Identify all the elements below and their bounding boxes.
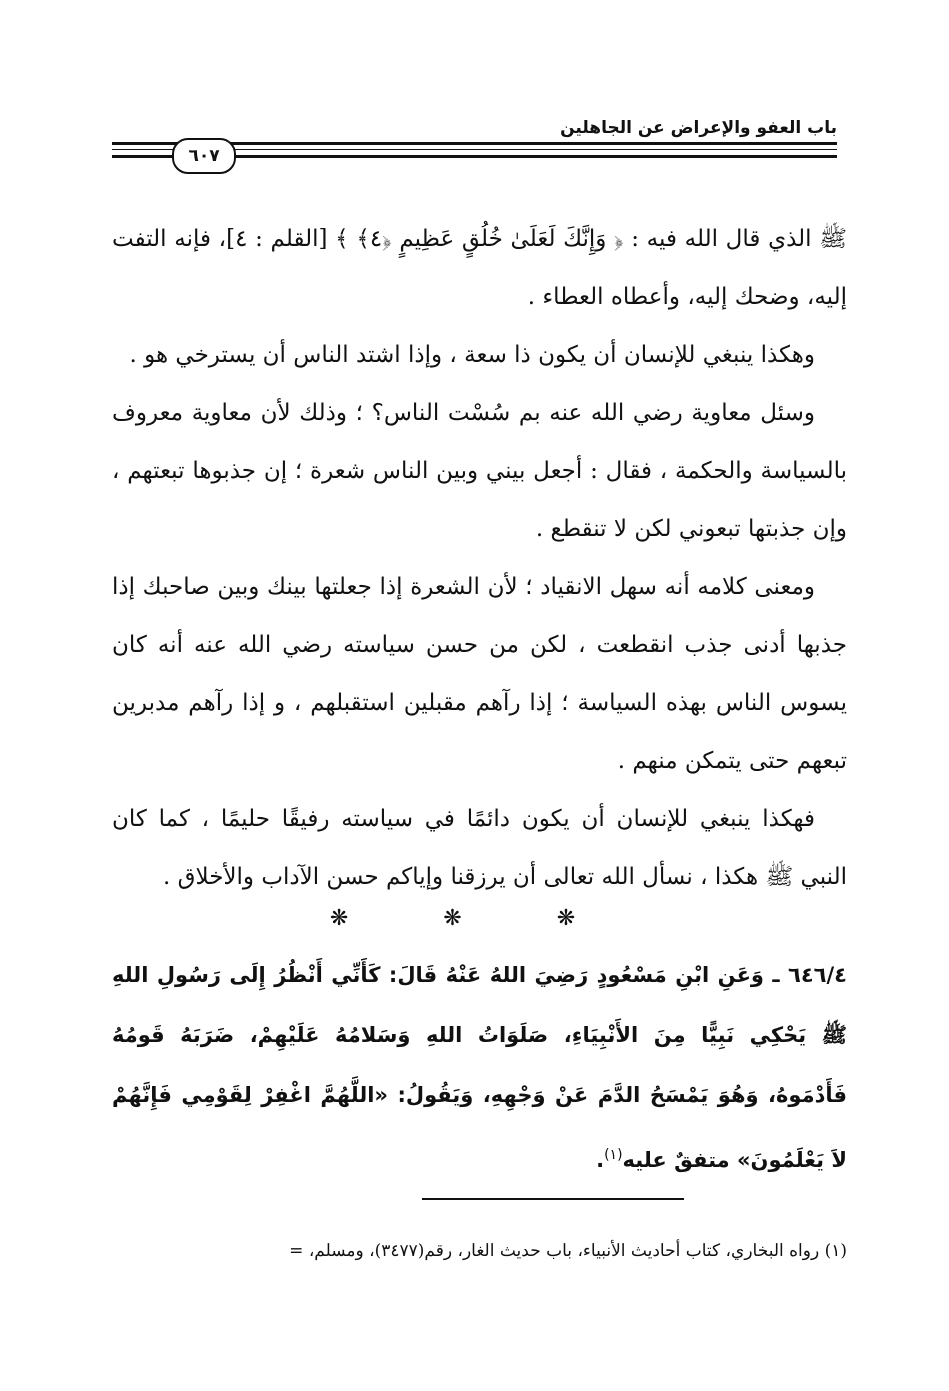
section-separator: ❋ ❋ ❋ <box>329 906 620 931</box>
footnote: (١) رواه البخاري، كتاب أحاديث الأنبياء، باب حديث الغار، رقم(٣٤٧٧)، ومسلم، = <box>289 1241 847 1261</box>
hadith-text: ٦٤٦/٤ ـ وَعَنِ ابْنِ مَسْعُودٍ رَضِيَ اللهُ عَنْهُ قَالَ: كَأَنِّي أَنْظُرُ إِلَى رَسُولِ اللهِ ﷺ يَحْكِي نَبِيًّا مِنَ الأَنْبِيَاءِ، صَلَوَاتُ اللهِ وَسَلامُهُ عَلَيْهِمْ، ضَرَبَهُ قَومُهُ فَأَدْمَوهُ، وَهُوَ يَمْسَحُ الدَّمَ عَنْ وَجْهِهِ، وَيَقُولُ: «اللَّهُمَّ اغْفِرْ لِقَوْمِي فَإِنَّهُمْ لاَ يَعْلَمُونَ» متفقٌ عليه <box>112 963 847 1172</box>
footnote-divider <box>422 1198 684 1200</box>
running-head: باب العفو والإعراض عن الجاهلين <box>560 118 837 138</box>
paragraph-1: ﷺ الذي قال الله فيه : ﴿ وَإِنَّكَ لَعَلَىٰ خُلُقٍ عَظِيمٍ ﴿٤﴾ ﴾ [القلم : ٤]، فإنه التفت إليه، وضحك إليه، وأعطاه العطاء . <box>112 226 848 310</box>
body-text <box>112 210 847 906</box>
paragraph-4: ومعنى كلامه أنه سهل الانقياد ؛ لأن الشعرة إذا جعلتها بينك وبين صاحبك إذا جذبها أدنى جذب انقطعت ، لكن من حسن سياسته رضي الله عنه أنه كان يسوس الناس بهذه السياسة ؛ إذا رآهم مقبلين استقبلهم ، و إذا رآهم مدبرين تبعهم حتى يتمكن منهم . <box>112 574 847 774</box>
hadith-end: . <box>596 1148 605 1172</box>
footnote-marker: (١) <box>604 1147 623 1163</box>
page-number <box>172 138 236 174</box>
paragraph-2: وهكذا ينبغي للإنسان أن يكون ذا سعة ، وإذا اشتد الناس أن يسترخي هو . <box>129 342 815 368</box>
paragraph-3: وسئل معاوية رضي الله عنه بم سُسْت الناس؟ ؛ وذلك لأن معاوية معروف بالسياسة والحكمة ، فقال : أجعل بيني وبين الناس شعرة ؛ إن جذبوها تبعتهم ، وإن جذبتها تبعوني لكن لا تنقطع . <box>112 400 847 542</box>
paragraph-5: فهكذا ينبغي للإنسان أن يكون دائمًا في سياسته رفيقًا حليمًا ، كما كان النبي ﷺ هكذا ، نسأل الله تعالى أن يرزقنا وإياكم حسن الآداب والأخلاق . <box>112 806 847 890</box>
hadith-block <box>112 945 847 1190</box>
page-number-text: ٦٠٧ <box>188 146 220 166</box>
